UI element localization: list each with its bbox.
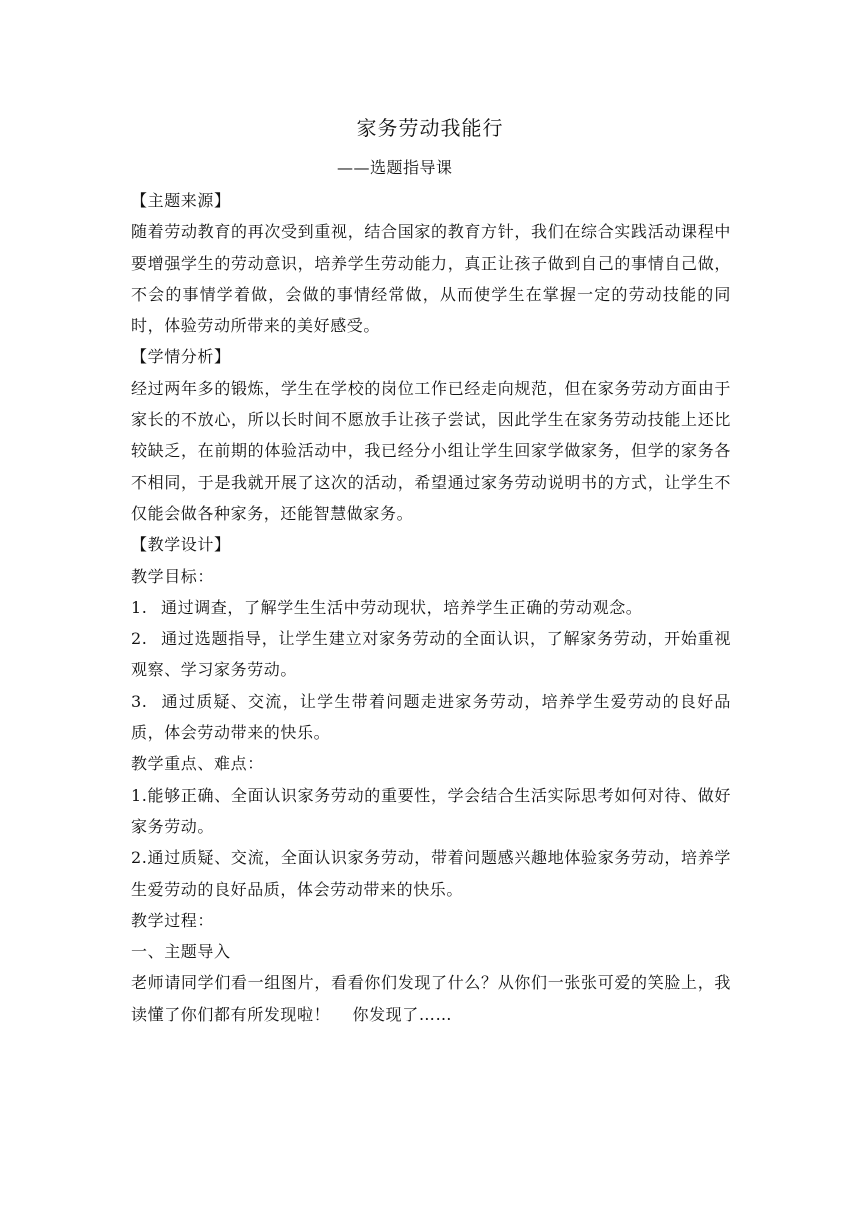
paragraph-learner-analysis: 经过两年多的锻炼，学生在学校的岗位工作已经走向规范，但在家务劳动方面由于家长的不放心，所以长时间不愿放手让孩子尝试，因此学生在家务劳动技能上还比较缺乏，在前期的体验活动中，我已经分小组让学生回家学做家务，但学的家务各不相同，于是我就开展了这次的活动，希望通过家务劳动说明书的方式，让学生不仅能会做各种家务，还能智慧做家务。 [131,378,731,523]
document-title: 家务劳动我能行 [356,116,504,140]
document-subtitle: ——选题指导课 [337,158,453,177]
paragraph-theme-intro: 老师请同学们看一组图片，看看你们发现了什么？从你们一张张可爱的笑脸上，我读懂了你们都有所发现啦！ 你发现了…… [131,973,731,1024]
section-heading-teaching-design: 【教学设计】 [131,535,231,555]
paragraph-topic-source: 随着劳动教育的再次受到重视，结合国家的教育方针，我们在综合实践活动课程中要增强学生的劳动意识，培养学生劳动能力，真正让孩子做到自己的事情自己做，不会的事情学着做，会做的事情经常做，从而使学生在掌握一定的劳动技能的同时，体验劳动所带来的美好感受。 [131,222,731,336]
goal-item-2 [131,623,731,686]
document-body [131,185,731,1030]
goal-number: 3. [131,691,148,711]
paragraph-theme-intro-heading: 一、主题导入 [131,942,231,962]
key-point-1: 1.能够正确、全面认识家务劳动的重要性，学会结合生活实际思考如何对待、做好家务劳动。 [131,785,731,836]
goal-item-3 [131,686,731,749]
goal-number: 2. [131,629,148,649]
goal-text: 通过选题指导，让学生建立对家务劳动的全面认识，了解家务劳动，开始重视观察、学习家务劳动。 [131,629,731,680]
paragraph-key-points-label: 教学重点、难点： [131,754,264,774]
goal-item-1 [131,592,731,623]
section-heading-learner-analysis: 【学情分析】 [131,347,231,367]
section-heading-topic-source: 【主题来源】 [131,191,231,210]
paragraph-process-label: 教学过程： [131,910,215,930]
goal-text: 通过调查，了解学生生活中劳动现状，培养学生正确的劳动观念。 [161,597,643,617]
key-point-2: 2.通过质疑、交流，全面认识家务劳动，带着问题感兴趣地体验家务劳动，培养学生爱劳动的良好品质，体会劳动带来的快乐。 [131,848,731,899]
goal-text: 通过质疑、交流，让学生带着问题走进家务劳动，培养学生爱劳动的良好品质，体会劳动带来的快乐。 [131,691,731,743]
paragraph-teaching-goals-label: 教学目标： [131,566,215,586]
goal-number: 1. [131,597,148,617]
